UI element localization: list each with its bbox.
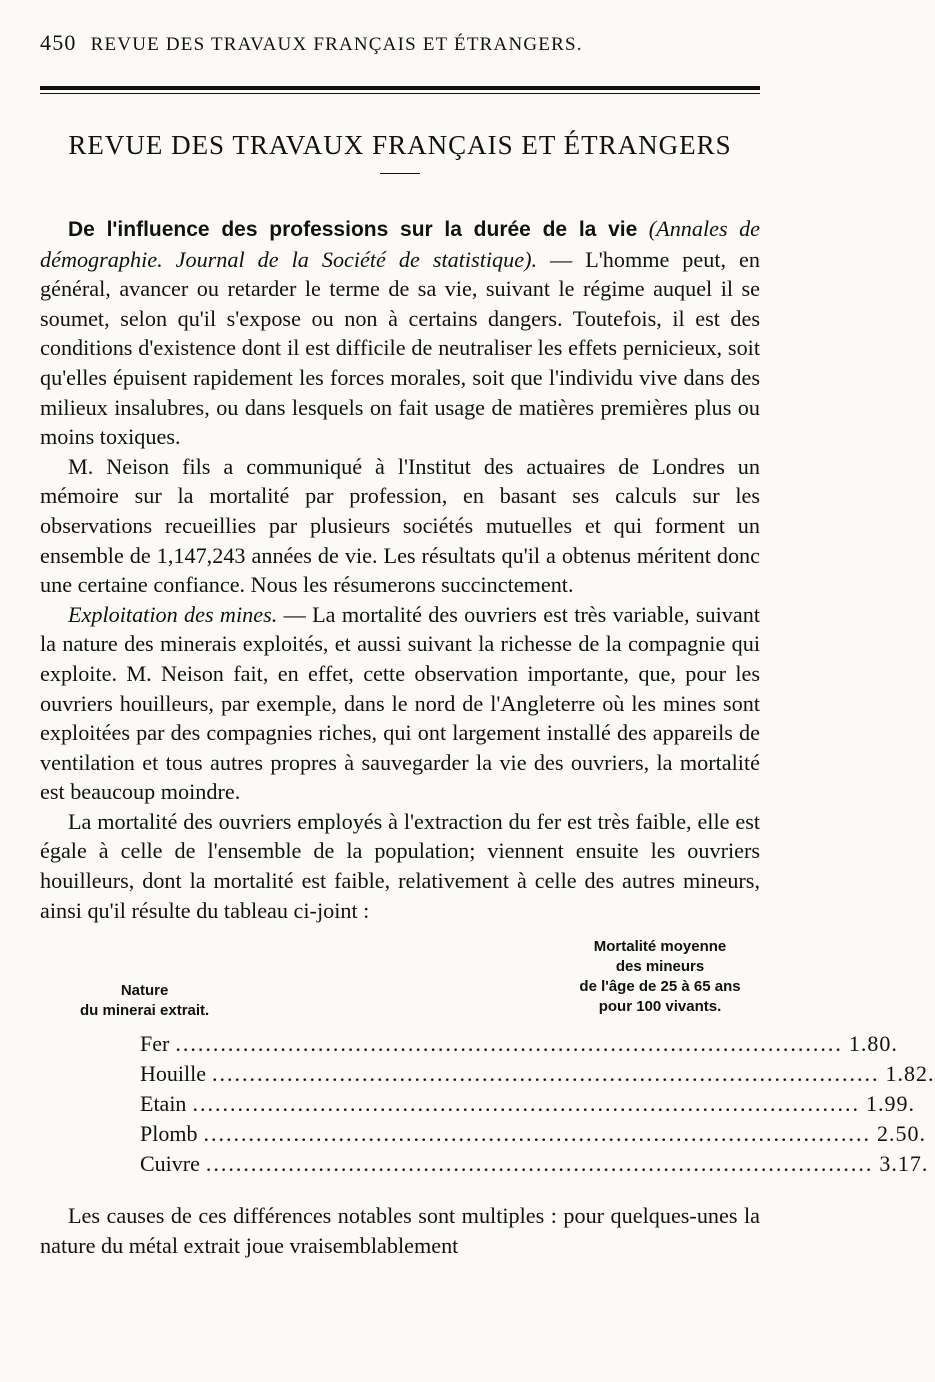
dot-leader: ......................................................................................... [192, 1091, 860, 1117]
paragraph-causes: Les causes de ces différences notables sont multiples : pour quelques-unes la nature du métal extrait joue vraisemblablement [40, 1203, 760, 1258]
dot-leader: ......................................................................................... [212, 1061, 880, 1087]
col-right-line: Mortalité moyenne [593, 938, 727, 956]
table-col-nature [80, 981, 209, 1021]
dot-leader: ......................................................................................... [203, 1121, 871, 1147]
row-label: Cuivre [140, 1151, 200, 1177]
running-head-title: REVUE DES TRAVAUX FRANÇAIS ET ÉTRANGERS. [90, 34, 583, 55]
header-rule-thin [40, 93, 760, 94]
row-value: 1.80. [848, 1031, 898, 1057]
table-col-mortality [560, 937, 760, 1017]
article-title: De l'influence des professions sur la durée de la vie [68, 218, 638, 241]
article-source: (Annales de démographie. Journal de la Société de statistique). [40, 216, 761, 272]
col-right-line: pour 100 vivants. [598, 998, 722, 1016]
row-value: 1.99. [865, 1091, 915, 1117]
running-head [40, 30, 760, 64]
row-value: 1.82. [885, 1061, 935, 1087]
paragraph-mines [40, 600, 760, 807]
row-label: Fer [140, 1031, 170, 1057]
row-value: 3.17. [879, 1151, 929, 1177]
row-label: Houille [140, 1061, 206, 1087]
col-left-line: Nature [120, 982, 169, 1000]
intro-text: — L'homme peut, en général, avancer ou retarder le terme de sa vie, suivant le régime auquel il se soumet, selon qu'il s'expose ou non à certains dangers. Toutefois, il est des conditions d'existence dont il est difficile de neutraliser les effets pernicieux, soit qu'elles épuisent rapidement les forces morales, soit que l'individu vive dans des milieux insalubres, ou dans lesquels on fait usage de matières premières plus ou moins toxiques. [40, 246, 760, 450]
col-left-line: du minerai extrait. [80, 1002, 210, 1020]
title-rule [380, 173, 420, 174]
mortality-table-header [40, 931, 760, 1027]
dot-leader: ......................................................................................... [175, 1031, 843, 1057]
header-rule-thick [40, 86, 760, 90]
dot-leader: ......................................................................................... [205, 1151, 874, 1177]
table-row [40, 1061, 935, 1091]
mortality-table [40, 1031, 935, 1181]
mines-text: — La mortalité des ouvriers est très variable, suivant la nature des minerais exploités, et aussi suivant la richesse de la compagnie qui exploite. M. Neison fait, en effet, cette observation importante, que, pour les ouvriers houilleurs, par exemple, dans le nord de l'Angleterre où les mines sont exploitées par des compagnies riches, qui ont largement installé des appareils de ventilation et tous autres propres à sauvegarder la vie des ouvriers, la mortalité est beaucoup moindre. [40, 601, 760, 805]
row-label: Etain [140, 1091, 187, 1117]
paragraph-neison: M. Neison fils a communiqué à l'Institut des actuaires de Londres un mémoire sur la mortalité par profession, en basant ses calculs sur les observations recueillies par plusieurs sociétés mutuelles et qui forment un ensemble de 1,147,243 années de vie. Les résultats qu'il a obtenus méritent donc une certaine confiance. Nous les résumerons succinctement. [40, 453, 760, 598]
row-label: Plomb [140, 1121, 198, 1147]
table-row [40, 1091, 915, 1121]
col-right-line: des mineurs [615, 958, 705, 976]
page-number: 450 [40, 30, 77, 55]
section-title: REVUE DES TRAVAUX FRANÇAIS ET ÉTRANGERS [68, 130, 732, 160]
table-row [40, 1121, 926, 1151]
table-row [40, 1151, 929, 1181]
page [40, 30, 935, 1260]
row-value: 2.50. [876, 1121, 926, 1147]
mines-heading: Exploitation des mines. [68, 601, 278, 627]
intro-paragraph [40, 214, 760, 452]
table-row [40, 1031, 898, 1061]
col-right-line: de l'âge de 25 à 65 ans [579, 978, 741, 996]
paragraph-iron: La mortalité des ouvriers employés à l'extraction du fer est très faible, elle est égale à celle de l'ensemble de la population; viennent ensuite les ouvriers houilleurs, dont la mortalité est faible, relativement à celle des autres mineurs, ainsi qu'il résulte du tableau ci-joint : [40, 808, 760, 923]
